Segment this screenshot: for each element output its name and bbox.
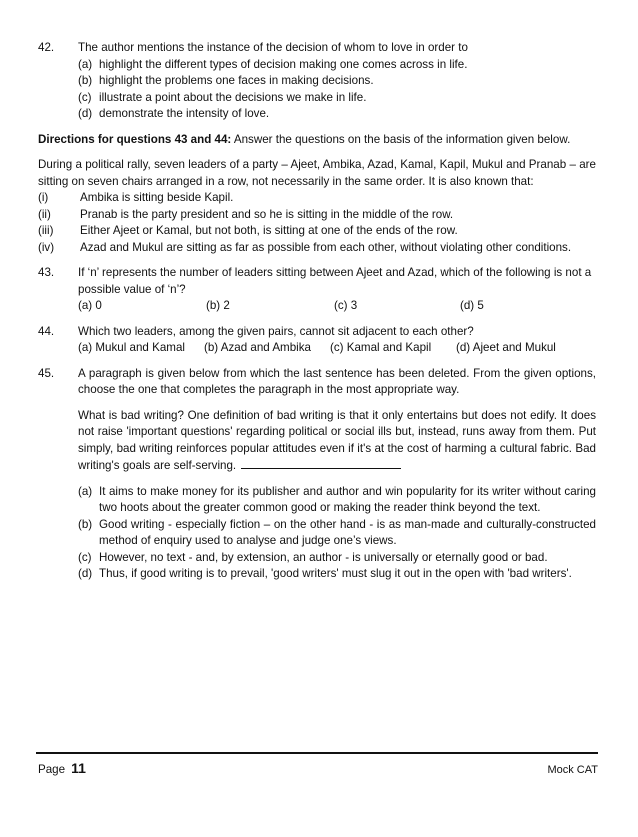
- option-a: (a) It aims to make money for its publisher and author and win popularity for its writer without caring two hoots about the greater common good or making the reader think beyond the text.: [78, 484, 596, 514]
- directions-text: Answer the questions on the basis of the information given below.: [231, 132, 571, 146]
- option-b: (b) Azad and Ambika: [204, 341, 311, 354]
- question-44: [38, 324, 596, 357]
- question-42: [38, 40, 596, 123]
- option-c: (c) However, no text - and, by extension, an author - is universally or eternally good or bad.: [78, 550, 548, 564]
- option-b: (b) highlight the problems one faces in making decisions.: [78, 74, 374, 87]
- options-row: [78, 298, 596, 315]
- question-text: The author mentions the instance of the decision of whom to love in order to: [78, 41, 468, 54]
- option-d: (d) Ajeet and Mukul: [456, 341, 556, 354]
- question-text: Which two leaders, among the given pairs, cannot sit adjacent to each other?: [78, 324, 474, 338]
- option-c: (c) illustrate a point about the decisions we make in life.: [78, 90, 367, 104]
- options-row: [78, 340, 596, 357]
- condition-i: (i) Ambika is sitting beside Kapil.: [38, 191, 234, 204]
- question-number: 45.: [38, 366, 55, 380]
- question-text: A paragraph is given below from which the last sentence has been deleted. From the given options, choose the one that completes the paragraph in the most appropriate way.: [78, 366, 596, 396]
- footer-divider: [36, 752, 598, 754]
- directions: [38, 132, 596, 149]
- option-d: (d) 5: [460, 299, 484, 312]
- option-c: (c) 3: [334, 299, 358, 312]
- page-label: Page: [38, 763, 66, 776]
- condition-ii: (ii) Pranab is the party president and so he is sitting in the middle of the row.: [38, 207, 454, 221]
- passage-intro: During a political rally, seven leaders of a party – Ajeet, Ambika, Azad, Kamal, Kapil, Mukul and Pranab – are sitting on seven chairs arranged in a row, not necessarily in the same order. It is also known that:: [38, 158, 596, 188]
- question-number: 43.: [38, 266, 55, 279]
- option-a: (a) highlight the different types of decision making one comes across in life.: [78, 57, 468, 71]
- condition-iv: (iv) Azad and Mukul are sitting as far as possible from each other, without violating other conditions.: [38, 240, 572, 254]
- page-indicator: [38, 760, 86, 779]
- document-page: [38, 40, 596, 583]
- question-45: [38, 366, 596, 583]
- answer-blank: [241, 457, 401, 469]
- option-b: (b) Good writing - especially fiction – on the other hand - is as man-made and culturally-constructed method of enquiry used to analyse and judge one’s views.: [78, 517, 596, 547]
- directions-heading: Directions for questions 43 and 44:: [38, 132, 232, 146]
- option-d: (d) demonstrate the intensity of love.: [78, 107, 270, 120]
- footer-title: Mock CAT: [547, 764, 598, 776]
- paragraph: What is bad writing? One definition of bad writing is that it only entertains but does not edify. It does not raise 'important questions' regarding political or social ills but, instead, runs away from them. Put simply, bad writing reinforces popular attitudes even if it's at the cost of harming a cultural fabric. Bad writing's goals are self-serving.: [78, 408, 596, 472]
- option-a: (a) Mukul and Kamal: [78, 341, 185, 354]
- question-number: 44.: [38, 324, 55, 338]
- option-b: (b) 2: [206, 299, 230, 312]
- option-a: (a) 0: [78, 299, 102, 312]
- option-d: (d) Thus, if good writing is to prevail, 'good writers' must slug it out in the open with 'bad writers'.: [78, 567, 572, 580]
- question-text: If ‘n’ represents the number of leaders sitting between Ajeet and Azad, which of the following is not a possible value of ‘n’?: [78, 266, 592, 296]
- option-c: (c) Kamal and Kapil: [330, 341, 432, 354]
- condition-iii: (iii) Either Ajeet or Kamal, but not both, is sitting at one of the ends of the row.: [38, 224, 458, 237]
- question-43: [38, 265, 596, 315]
- question-number: 42.: [38, 41, 55, 54]
- page-number: 11: [71, 760, 86, 776]
